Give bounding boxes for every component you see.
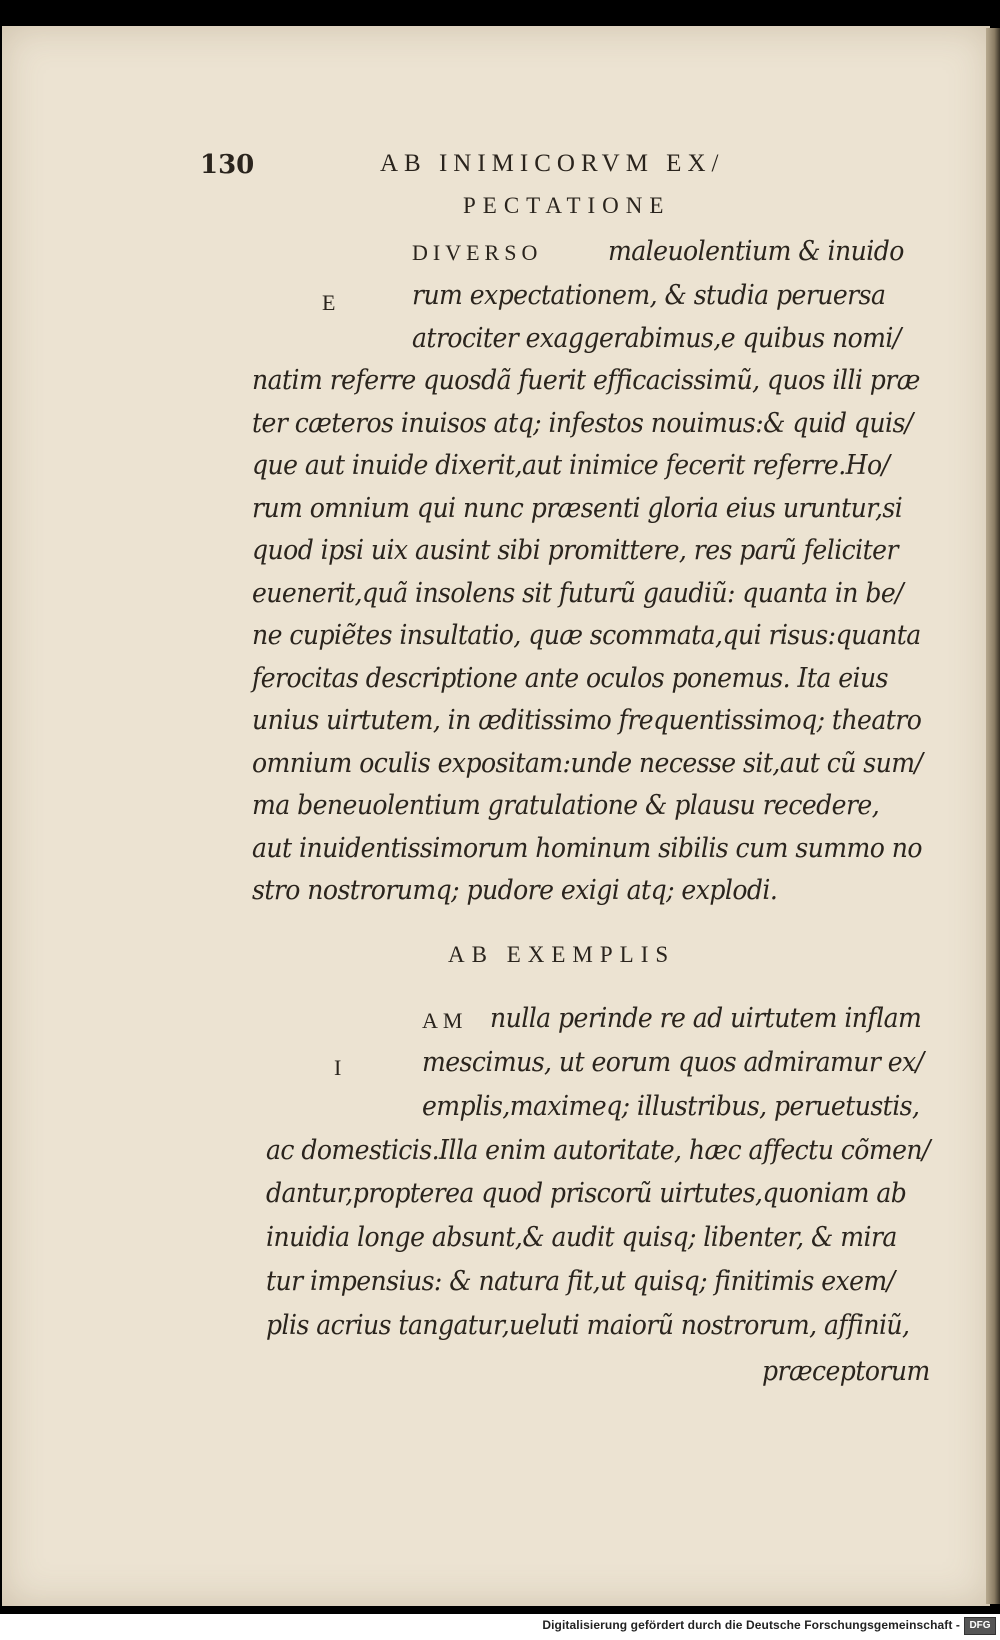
catchword: præceptorum [762,1356,930,1387]
text-line: stro nostrorumq; pudore exigi atq; explodi. [252,875,778,906]
text-line: nulla perinde re ad uirtutem inflam [490,1003,922,1034]
text-line: atrociter exaggerabimus,e quibus nomi/ [412,323,901,354]
text-line: maleuolentium & inuido [608,236,904,267]
text-line: aut inuidentissimorum hominum sibilis cum summo no [252,833,922,864]
page-number: 130 [200,150,255,180]
section-heading-1: PECTATIONE [463,193,671,218]
page-edge [986,28,1000,1604]
text-line: natim referre quosdã fuerit efficacissimũ, quos illi præ [252,365,920,396]
funding-credit: Digitalisierung gefördert durch die Deutsche Forschungsgemeinschaft - [542,1618,960,1632]
text-line: rum omnium qui nunc præsenti gloria eius uruntur,si [252,493,903,524]
text-line: euenerit,quã insolens sit futurũ gaudiũ: quanta in be/ [252,578,904,609]
text-line: omnium oculis expositam:unde necesse sit,aut cũ sum/ [252,748,923,779]
text-line: inuidia longe absunt,& audit quisq; libenter, & mira [266,1222,897,1253]
text-line: que aut inuide dixerit,aut inimice fecerit referre.Ho/ [252,450,890,481]
initial-letter-2: I [334,1055,342,1080]
text-line: mescimus, ut eorum quos admiramur ex/ [422,1047,924,1078]
dfg-logo-icon: DFG [964,1617,996,1635]
text-line: ma beneuolentium gratulatione & plausu recedere, [252,790,880,821]
text-line: unius uirtutem, in æditissimo frequentissimoq; theatro [252,705,922,736]
lead-word-2: AM [422,1008,468,1033]
section-heading-2: AB EXEMPLIS [448,942,676,967]
text-line: rum expectationem, & studia peruersa [412,280,886,311]
text-line: ter cæteros inuisos atq; infestos nouimus:& quid quis/ [252,408,913,439]
text-line: quod ipsi uix ausint sibi promittere, res parũ feliciter [252,535,898,566]
text-line: ne cupiẽtes insultatio, quæ scommata,qui risus:quanta [252,620,921,651]
text-line: dantur,propterea quod priscorũ uirtutes,quoniam ab [266,1178,907,1209]
initial-letter-1: E [322,290,336,315]
lead-word-1: DIVERSO [412,240,543,265]
text-line: tur impensius: & natura fit,ut quisq; finitimis exem/ [266,1266,895,1297]
running-head: AB INIMICORVM EX/ [380,150,725,177]
footer-bar [0,1614,1000,1640]
text-line: emplis,maximeq; illustribus, peruetustis, [422,1091,920,1122]
text-line: ac domesticis.Illa enim autoritate, hæc affectu cõmen/ [266,1135,930,1166]
text-line: plis acrius tangatur,ueluti maiorũ nostrorum, affiniũ, [266,1310,910,1341]
text-line: ferocitas descriptione ante oculos ponemus. Ita eius [252,663,888,694]
